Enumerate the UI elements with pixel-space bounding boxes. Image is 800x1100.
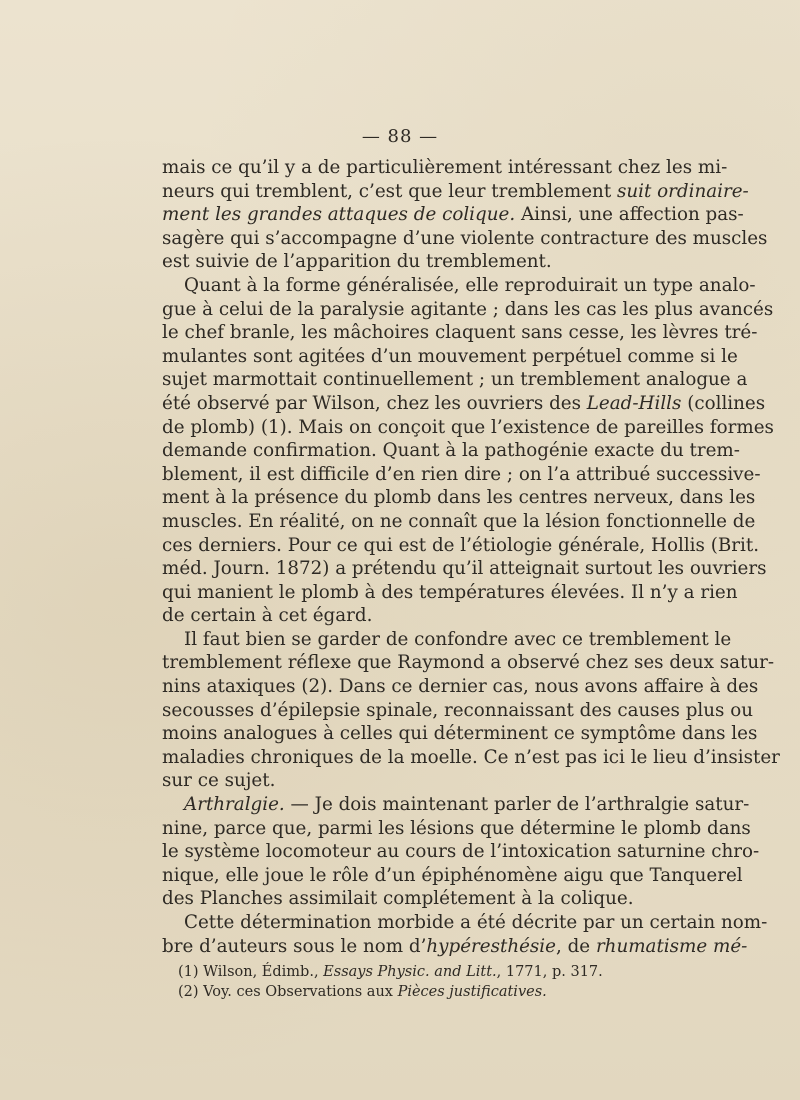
text-run: Cette détermination morbide a été décrite par un certain nom-: [184, 912, 768, 933]
text-run: tremblement réflexe que Raymond a observé chez ses deux satur-: [162, 652, 775, 674]
text-run: muscles. En réalité, on ne connaît que la lésion fonctionnelle de: [162, 510, 756, 532]
text-run: de certain à cet égard.: [162, 605, 373, 627]
text-line: [162, 817, 751, 841]
text-line: [162, 392, 766, 416]
italic-text: hypéresthésie: [426, 935, 556, 957]
text-line: [162, 345, 738, 369]
footnote: [178, 962, 648, 982]
text-run: , de: [555, 935, 596, 957]
body-text: [162, 156, 780, 958]
text-line: [162, 203, 744, 227]
text-run: le chef branle, les mâchoires claquent sans cesse, les lèvres tré-: [162, 322, 758, 344]
text-line: [162, 368, 748, 392]
text-run: nique, elle joue le rôle d’un épiphénomène aigu que Tanquerel: [162, 864, 743, 886]
text-run: ment à la présence du plomb dans les centres nerveux, dans les: [162, 487, 756, 509]
footnotes: [178, 962, 648, 1002]
text-line: [162, 463, 761, 487]
text-line: [162, 557, 767, 581]
italic-text: ment les grandes attaques de colique.: [162, 204, 516, 226]
italic-text: Arthralgie.: [184, 794, 285, 816]
text-run: mulantes sont agitées d’un mouvement perpétuel comme si le: [162, 345, 738, 367]
text-run: est suivie de l’apparition du tremblement.: [162, 251, 552, 273]
italic-text: rhumatisme mé-: [595, 935, 748, 957]
page-number: — 88 —: [361, 126, 439, 147]
italic-text: Lead-Hills: [586, 392, 682, 414]
text-run: mais ce qu’il y a de particulièrement intéressant chez les mi-: [162, 157, 728, 178]
text-run: nine, parce que, parmi les lésions que détermine le plomb dans: [162, 817, 751, 839]
text-run: qui manient le plomb à des températures élevées. Il n’y a rien: [162, 581, 738, 603]
text-run: Il faut bien se garder de confondre avec ce tremblement le: [184, 628, 732, 650]
text-run: sujet marmottait continuellement ; un tremblement analogue a: [162, 369, 748, 391]
italic-text: Essays Physic. and Litt.: [323, 964, 497, 980]
text-line: [162, 746, 780, 770]
text-line: [162, 250, 640, 274]
text-run: maladies chroniques de la moelle. Ce n’est pas ici le lieu d’insister: [162, 746, 780, 768]
text-line: [162, 793, 750, 817]
footnote: [178, 982, 648, 1002]
text-run: Ainsi, une affection pas-: [515, 204, 744, 226]
text-run: des Planches assimilait complétement à la colique.: [162, 888, 634, 910]
text-line: [162, 911, 768, 935]
text-run: demande confirmation. Quant à la pathogénie exacte du trem-: [162, 440, 740, 462]
text-line: [162, 416, 774, 440]
text-line: [162, 321, 758, 345]
text-run: Quant à la forme généralisée, elle reproduirait un type analo-: [184, 274, 756, 296]
text-line: [162, 722, 758, 746]
text-line: [162, 935, 748, 959]
text-line: [162, 227, 768, 251]
italic-text: suit ordinaire-: [616, 180, 749, 202]
text-run: (1) Wilson, Édimb.,: [178, 964, 324, 980]
text-run: neurs qui tremblent, c’est que leur tremblement: [162, 180, 617, 202]
italic-text: Pièces justificatives.: [397, 984, 547, 1000]
text-run: été observé par Wilson, chez les ouvriers des: [162, 392, 587, 414]
text-run: — Je dois maintenant parler de l’arthralgie satur-: [284, 794, 750, 816]
text-line: [162, 486, 756, 510]
text-run: secousses d’épilepsie spinale, reconnaissant des causes plus ou: [162, 699, 753, 721]
text-line: [162, 604, 640, 628]
text-run: sur ce sujet.: [162, 770, 276, 792]
text-run: le système locomoteur au cours de l’intoxication saturnine chro-: [162, 841, 760, 863]
text-line: [162, 274, 756, 298]
text-run: (collines: [681, 392, 766, 414]
text-line: [162, 769, 640, 793]
text-line: [162, 534, 760, 558]
text-run: gue à celui de la paralysie agitante ; dans les cas les plus avancés: [162, 298, 774, 320]
text-line: [162, 887, 640, 911]
text-run: bre d’auteurs sous le nom d’: [162, 935, 427, 957]
text-run: blement, il est difficile d’en rien dire ; on l’a attribué successive-: [162, 463, 761, 485]
text-line: [162, 628, 732, 652]
text-run: moins analogues à celles qui déterminent ce symptôme dans les: [162, 723, 758, 745]
text-line: [162, 581, 738, 605]
text-run: , 1771, p. 317.: [496, 964, 603, 980]
text-line: [162, 298, 774, 322]
text-line: [162, 840, 760, 864]
text-line: [162, 864, 743, 888]
text-run: de plomb) (1). Mais on conçoit que l’existence de pareilles formes: [162, 416, 774, 438]
text-line: [162, 156, 728, 180]
text-line: [162, 439, 740, 463]
text-run: ces derniers. Pour ce qui est de l’étiologie générale, Hollis (Brit.: [162, 534, 760, 556]
text-line: [162, 699, 753, 723]
text-run: (2) Voy. ces Observations aux: [178, 984, 398, 1000]
text-line: [162, 651, 775, 675]
text-line: [162, 510, 756, 534]
text-run: nins ataxiques (2). Dans ce dernier cas, nous avons affaire à des: [162, 676, 759, 698]
text-line: [162, 180, 749, 204]
text-run: méd. Journ. 1872) a prétendu qu’il atteignait surtout les ouvriers: [162, 558, 767, 580]
text-run: sagère qui s’accompagne d’une violente contracture des muscles: [162, 227, 768, 249]
text-line: [162, 675, 759, 699]
